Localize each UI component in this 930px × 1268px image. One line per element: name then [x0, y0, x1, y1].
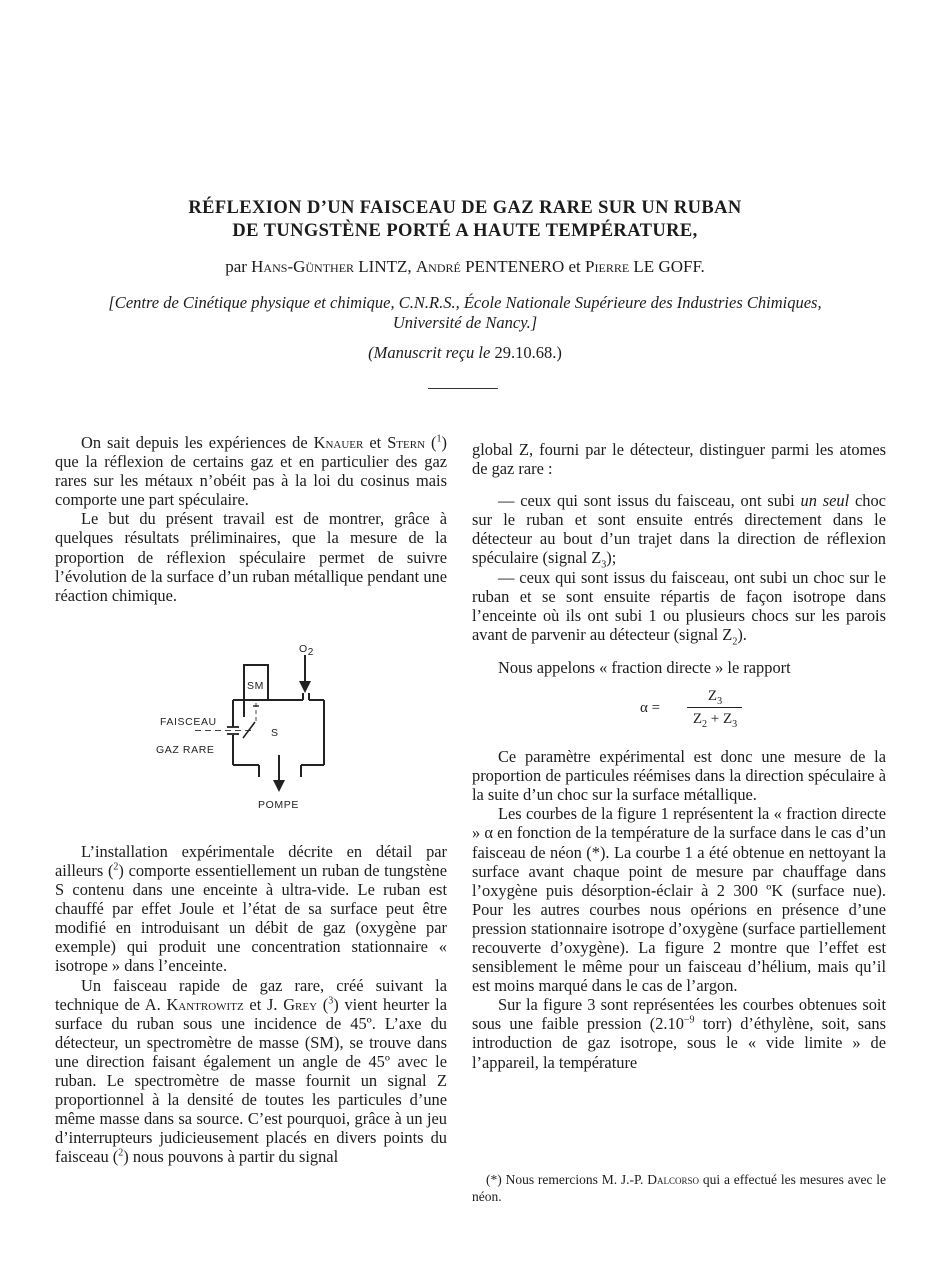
reference-mark: 1 — [436, 433, 442, 445]
text-run: — ceux qui sont issus du faisceau, ont subi — [498, 491, 795, 511]
apparatus-diagram — [55, 617, 447, 822]
author-ref-kantrowitz: Kantrowitz — [166, 994, 244, 1014]
footnote — [472, 1171, 886, 1205]
authors-et: et — [568, 257, 581, 276]
text-run: On sait depuis les expériences de — [81, 433, 308, 452]
text-run: Un faisceau rapide de gaz rare, créé suivant la technique de A. — [55, 975, 447, 1014]
formula-lhs: α = — [640, 700, 661, 717]
paragraph — [472, 995, 886, 1071]
author-ref-stern: Stern — [387, 433, 426, 452]
affiliation-line-1: [Centre de Cinétique physique et chimique, C.N.R.S., École Nationale Supérieure des Industries Chimiques, — [108, 293, 822, 312]
title-divider — [428, 388, 498, 389]
author-2-last: PENTENERO — [465, 257, 565, 276]
author-ref-grey: Grey — [283, 994, 318, 1014]
text-run: (*) Nous remercions M. J.-P. — [486, 1172, 644, 1187]
paragraph: L’installation expérimentale décrite en détail par ailleurs ($^2$) comporte essentiellement un ruban de tungstène S contenu dans une enceinte à ultra-vide. Le ruban est chauffé par effet Joule et l’état de sa surface peut être modifié en introduisant un débit de gaz (oxygène par exemple) qui produit une concentration stationnaire « isotrope » dans l’enceinte. — [55, 841, 447, 976]
reference-mark: 3 — [328, 995, 334, 1007]
paragraph — [472, 491, 886, 571]
authors-line — [0, 256, 930, 278]
text-run: L’installation expérimentale décrite en détail par ailleurs — [55, 841, 447, 880]
apparatus-figure — [55, 617, 447, 822]
paragraph: Un faisceau rapide de gaz rare, créé suivant la technique de A. Kantrowitz et J. Grey ($^3$) vient heurter la surface du ruban sous une incidence de 45º. L’axe du détecteur, un spectromètre de masse (SM), se trouve dans une direction faisant également un angle de 45º avec le ruban. Le spectromètre de masse fournit un signal Z proportionnel à la densité de toutes les particules d’une même masse dans sa source. C’est pourquoi, grâce à un jeu d’interrupteurs judicieusement placés en divers points du faisceau ($^2$) nous pouvons à partir du signal — [55, 975, 447, 1167]
ribbon-s — [243, 722, 255, 738]
emphasis: un seul — [800, 491, 850, 511]
text-run: et — [369, 433, 382, 452]
right-column — [472, 440, 886, 1072]
paragraph: global Z, fourni par le détecteur, distinguer parmi les atomes de gaz rare : — [472, 440, 886, 479]
text-run: et J. — [249, 994, 278, 1014]
authors-par: par — [225, 257, 247, 276]
reference-mark: 2 — [118, 1147, 124, 1159]
title-line-2: DE TUNGSTÈNE PORTÉ A HAUTE TEMPÉRATURE, — [232, 221, 698, 241]
author-2-first: André — [415, 257, 461, 276]
paragraph: On sait depuis les expériences de Knauer et Stern ($^1$) que la réflexion de certains gaz et en particulier des gaz rares sur les métaux n’obéit pas à la loi du cosinus mais comporte une part spéculaire. — [55, 433, 447, 510]
author-ref-dalcorso: Dalcorso — [647, 1172, 700, 1187]
formula-denominator: $Z_2 + Z_3$ — [692, 711, 738, 731]
label-faisceau: FAISCEAU — [160, 715, 217, 728]
author-1-first: Hans-Günther — [251, 257, 355, 276]
text-run: comporte essentiellement un ruban de tungstène S contenu dans une enceinte à ultra-vide. Le ruban est chauffé par effet Joule et l’état de sa surface peut être modifié en introduisant un débit de gaz (oxygène par exemple) qui produit une concentration stationnaire « isotrope » dans l’enceinte. — [55, 860, 447, 976]
paragraph — [472, 567, 886, 648]
reference-mark: 2 — [113, 861, 119, 873]
paragraph: Les courbes de la figure 1 représentent la « fraction directe » α en fonction de la température de la surface dans le cas d’un faisceau de néon (*). La courbe 1 a été obtenue en nettoyant la surface avant chaque point de mesure par chauffage dans l’oxygène puis désorption-éclair à 2 300 ºK (surface nue). Pour les autres courbes nous opérions en présence d’une pression stationnaire isotrope d’oxygène (surface partiellement recouverte d’oxygène). La figure 2 montre que l’effet est sensiblement le même pour un faisceau d’hélium, mais qu’il est moins marqué dans le cas de l’argon. — [472, 804, 886, 996]
label-s: S — [271, 726, 279, 739]
label-pompe: POMPE — [258, 798, 299, 811]
left-column — [55, 433, 447, 1166]
received-date — [0, 343, 930, 363]
text-run: torr) d’éthylène, soit, sans introduction de gaz isotrope, sous le « vide limite » de l’appareil, la température — [472, 1014, 886, 1072]
formula-numerator: $Z_3$ — [707, 688, 723, 708]
superscript: −9 — [683, 1014, 695, 1026]
paper-title — [0, 197, 930, 243]
text-run: — ceux qui sont issus du faisceau, ont subi un choc sur le ruban et se sont ensuite répartis de façon isotrope dans l’enceinte où ils ont subi 1 ou plusieurs chocs sur les parois avant de parvenir au détecteur (signal Z — [472, 567, 886, 644]
text-run: choc sur le ruban et sont ensuite entrés directement dans le détecteur au bout d’un trajet dans la direction de réflexion spéculaire (signal Z — [472, 491, 886, 568]
pompe-arrow — [273, 780, 285, 792]
author-ref-knauer: Knauer — [313, 433, 364, 452]
subscript: 2 — [732, 636, 738, 648]
paragraph: Le but du présent travail est de montrer, grâce à quelques résultats préliminaires, que la mesure de la proportion de réflexion spéculaire permet de suivre l’évolution de la surface d’un ruban métallique pendant une réaction chimique. — [55, 509, 447, 605]
text-run: nous pouvons à partir du signal — [132, 1147, 339, 1167]
affiliation-line-2: Université de Nancy.] — [392, 313, 538, 332]
fraction-bar — [687, 707, 742, 708]
fraction-formula — [472, 687, 886, 733]
label-sm: SM — [247, 679, 264, 692]
label-gaz-rare: GAZ RARE — [156, 743, 215, 756]
author-1-last: LINTZ, — [358, 257, 412, 276]
author-3-last: LE GOFF. — [633, 257, 705, 276]
received-label: (Manuscrit reçu le — [368, 343, 491, 362]
text-run: qui a effectué les mesures avec le néon. — [472, 1172, 887, 1204]
paragraph: Nous appelons « fraction directe » le rapport — [498, 657, 791, 677]
label-o2: $O_2$ — [299, 642, 314, 658]
o2-arrow — [299, 681, 311, 693]
paragraph: Ce paramètre expérimental est donc une mesure de la proportion de particules réémises dans la direction spéculaire à la suite d’un choc sur la surface métallique. — [472, 747, 886, 805]
received-value: 29.10.68.) — [494, 343, 562, 362]
author-3-first: Pierre — [585, 257, 630, 276]
text-run: ); — [606, 548, 617, 568]
text-run: que la réflexion de certains gaz et en particulier des gaz rares sur les métaux n’obéit pas à la loi du cosinus mais comporte une part spéculaire. — [55, 452, 447, 510]
affiliation — [34, 293, 896, 333]
text-run: ). — [737, 624, 747, 644]
title-line-1: RÉFLEXION D’UN FAISCEAU DE GAZ RARE SUR UN RUBAN — [188, 198, 742, 218]
text-run: Sur la figure 3 sont représentées les courbes obtenues soit sous une faible pression (2.10 — [472, 995, 886, 1034]
subscript: 3 — [601, 559, 607, 571]
text-run: vient heurter la surface du ruban sous une incidence de 45º. L’axe du détecteur, un spectromètre de masse (SM), se trouve dans une direction faisant également un angle de 45º avec le ruban. Le spectromètre de masse fournit un signal Z proportionnel à la densité de toutes les particules d’une même masse dans sa source. C’est pourquoi, grâce à un jeu d’interrupteurs judicieusement placés en divers points du faisceau — [55, 994, 447, 1167]
